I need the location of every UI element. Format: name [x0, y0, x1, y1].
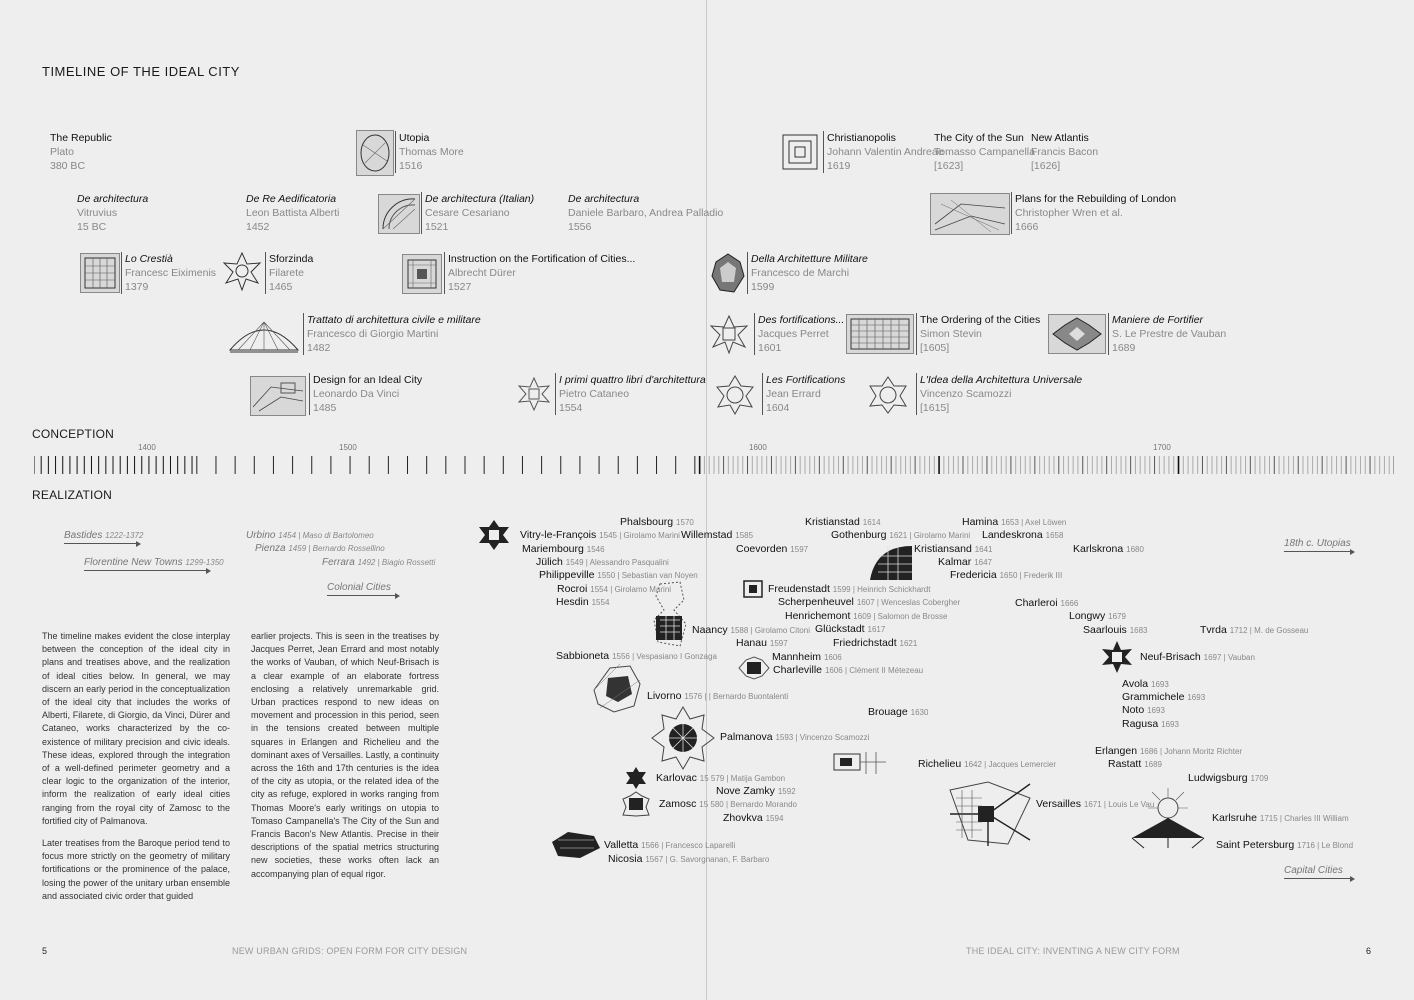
- city-label: Kalmar 1647: [938, 556, 992, 568]
- conception-item: De architectura Daniele Barbaro, Andrea Palladio 1556: [568, 193, 724, 233]
- period-arrow-label: Colonial Cities: [327, 582, 397, 596]
- city-label: Hesdin 1554: [556, 596, 610, 608]
- city-plan-icon: [624, 766, 648, 790]
- conception-item: I primi quattro libri d'architettura Pietro Cataneo 1554: [555, 373, 706, 415]
- city-label: Rastatt 1689: [1108, 758, 1162, 770]
- city-label: Saarlouis 1683: [1083, 624, 1148, 636]
- city-label: Naancy 1588 | Girolamo Citoni: [692, 624, 810, 636]
- city-label: Grammichele 1693: [1122, 691, 1206, 703]
- city-label: Sabbioneta 1556 | Vespasiano I Gonzaga: [556, 650, 717, 662]
- city-label: Gothenburg 1621 | Girolamo Marini: [831, 529, 971, 541]
- running-footer-right: THE IDEAL CITY: INVENTING A NEW CITY FORM: [966, 946, 1180, 956]
- city-label: Friedrichstadt 1621: [833, 637, 918, 649]
- star-plan-icon: [708, 314, 750, 354]
- conception-item: Lo Crestià Francesc Eiximenis 1379: [121, 252, 216, 294]
- conception-item: New Atlantis Francis Bacon [1626]: [1031, 132, 1099, 172]
- conception-item: Plans for the Rebuilding of London Christopher Wren et al. 1666: [1011, 192, 1176, 234]
- city-label: Tvrda 1712 | M. de Gosseau: [1200, 624, 1309, 636]
- city-plan-icon: [948, 778, 1032, 848]
- city-plan-icon: [550, 828, 602, 862]
- body-text-column: earlier projects. This is seen in the treatises by Jacques Perret, Jean Errard and most notably the works of Vauban, of which Neuf-Brisach is a clear example of an elaborate fortress enclosing a relatively unremarkable grid. Urban practices respond to new ideas on movement and procession in this period, seen in the tensions created between multiple squares in Erlangen and Richelieu and the dominant axes of Versailles. Lastly, a continuity across the 16th and 17th centuries is the idea of the city as utopia, or the related idea of the city as refuge, explored in works ranging from Thomas Moore's early writings on utopia to Tomaso Campanella's The City of the Sun and Francis Bacon's New Atlantis. Precise in their descriptions of the spatial metrics structuring new societies, these works often lack an accompanying plan of equal rigor.: [251, 631, 439, 879]
- city-label: Versailles 1671 | Louis Le Vau: [1036, 798, 1155, 810]
- city-label: Freudenstadt 1599 | Heinrich Schickhardt: [768, 583, 931, 595]
- city-plan-icon: [650, 705, 716, 771]
- city-label: Landeskrona 1658: [982, 529, 1064, 541]
- square-plan-icon: [780, 132, 820, 172]
- star-plan-icon: [222, 251, 262, 291]
- city-plan-icon: [622, 791, 650, 817]
- city-label: Erlangen 1686 | Johann Moritz Richter: [1095, 745, 1243, 757]
- period-arrow-label: 18th c. Utopias: [1284, 538, 1352, 552]
- conception-item: Instruction on the Fortification of Cities... Albrecht Dürer 1527: [444, 252, 635, 294]
- city-plan-icon: [478, 519, 510, 551]
- conception-item: Della Architetture Militare Francesco de Marchi 1599: [747, 252, 868, 294]
- conception-item: Utopia Thomas More 1516: [395, 131, 464, 173]
- city-label: Rocroi 1554 | Girolamo Marini: [557, 583, 672, 595]
- timeline-tick-label: 1400: [138, 443, 156, 452]
- city-label: Mariembourg 1546: [522, 543, 605, 555]
- city-plan-icon: [832, 748, 888, 774]
- city-label: Valletta 1566 | Francesco Laparelli: [604, 839, 736, 851]
- city-label: Charleroi 1666: [1015, 597, 1079, 609]
- star-plan-icon: [866, 375, 910, 415]
- city-label: Kristiansand 1641: [914, 543, 993, 555]
- period-arrow-label: Florentine New Towns 1299-1350: [84, 557, 208, 571]
- city-label: Longwy 1679: [1069, 610, 1126, 622]
- plan-thumbnail: [402, 254, 442, 294]
- conception-item: The Republic Plato 380 BC: [50, 132, 112, 172]
- city-label: Ludwigsburg 1709: [1188, 772, 1269, 784]
- city-label: Fredericia 1650 | Frederik III: [950, 569, 1063, 581]
- plan-thumbnail: [1048, 314, 1106, 354]
- city-label: Ragusa 1693: [1122, 718, 1179, 730]
- timeline-tick-label: 1700: [1153, 443, 1171, 452]
- city-label: Kristianstad 1614: [805, 516, 881, 528]
- city-label: Hanau 1597: [736, 637, 788, 649]
- city-label: Zhovkva 1594: [723, 812, 784, 824]
- city-label: Henrichemont 1609 | Salomon de Brosse: [785, 610, 948, 622]
- city-label: Richelieu 1642 | Jacques Lemercier: [918, 758, 1057, 770]
- conception-item: Sforzinda Filarete 1465: [265, 252, 313, 294]
- city-plan-icon: [1100, 640, 1134, 674]
- conception-item: Maniere de Fortifier S. Le Prestre de Vauban 1689: [1108, 313, 1226, 355]
- running-footer-left: NEW URBAN GRIDS: OPEN FORM FOR CITY DESIGN: [232, 946, 468, 956]
- city-plan-icon: [743, 580, 763, 598]
- period-arrow-label: Capital Cities: [1284, 865, 1352, 879]
- city-label: Livorno 1576 | | Bernardo Buontalenti: [647, 690, 789, 702]
- city-plan-icon: [590, 660, 644, 716]
- conception-item: Des fortifications... Jacques Perret 1601: [754, 313, 844, 355]
- page-title: TIMELINE OF THE IDEAL CITY: [42, 64, 240, 79]
- star-plan-icon: [517, 377, 551, 411]
- realization-heading: REALIZATION: [32, 488, 112, 502]
- city-label: Avola 1693: [1122, 678, 1169, 690]
- city-label: Karlovac 15 579 | Matija Gambon: [656, 772, 786, 784]
- city-label: Urbino 1454 | Maso di Bartolomeo: [246, 530, 374, 541]
- conception-item: De architectura (Italian) Cesare Cesariano 1521: [421, 192, 534, 234]
- city-label: Willemstad 1585: [681, 529, 754, 541]
- city-label: Palmanova 1593 | Vincenzo Scamozzi: [720, 731, 870, 743]
- city-label: Phalsbourg 1570: [620, 516, 694, 528]
- city-label: Vitry-le-François 1545 | Girolamo Marini: [520, 529, 680, 541]
- city-label: Hamina 1653 | Axel Löwen: [962, 516, 1067, 528]
- conception-item: L'Idea della Architettura Universale Vincenzo Scamozzi [1615]: [916, 373, 1082, 415]
- star-plan-icon: [714, 374, 756, 416]
- city-label: Nove Zamky 1592: [716, 785, 796, 797]
- city-label: Neuf-Brisach 1697 | Vauban: [1140, 651, 1255, 663]
- body-text-column: The timeline makes evident the close interplay between the conception of the ideal city in plans and treatises above, and the realization of ideal cities below. In general, we may discern an early period in the conceptualization of the ideal city that includes the works of Alberti, Filarete, di Giorgio, da Vinci, Dürer and Cataneo, works characterized by the co-existence of military precision and civic ideals. These ideas, explored through the integration of a well-defined perimeter geometry and a clear logic to the organization of the interior, inform the realization of early ideal cities ranging from the royal city of Zamosc to the fortified city of Palmanova. Later treatises from the Baroque period tend to focus more strictly on the geometry of military fortifications or the prominence of the palace, losing the power of the unitary urban ensemble and associated civic order that guided: [42, 631, 230, 901]
- city-label: Karlsruhe 1715 | Charles III William: [1212, 812, 1349, 824]
- plan-thumbnail: [930, 193, 1010, 235]
- conception-item: De architectura Vitruvius 15 BC: [77, 193, 149, 233]
- city-label: Charleville 1606 | Clément II Métezeau: [773, 664, 924, 676]
- conception-item: Trattato di architettura civile e militare Francesco di Giorgio Martini 1482: [303, 313, 481, 355]
- conception-item: De Re Aedificatoria Leon Battista Alberti 1452: [246, 193, 340, 233]
- timeline-tick-label: 1600: [749, 443, 767, 452]
- city-label: Nicosia 1567 | G. Savorgnanan, F. Barbaro: [608, 853, 770, 865]
- city-label: Mannheim 1606: [772, 651, 842, 663]
- city-label: Glückstadt 1617: [815, 623, 886, 635]
- city-label: Scherpenheuvel 1607 | Wenceslas Cobergher: [778, 596, 961, 608]
- city-label: Coevorden 1597: [736, 543, 809, 555]
- city-label: Brouage 1630: [868, 706, 929, 718]
- conception-item: Christianopolis Johann Valentin Andreae 1619: [823, 131, 944, 173]
- city-plan-icon: [738, 656, 770, 680]
- dome-plan-icon: [228, 316, 300, 356]
- conception-heading: CONCEPTION: [32, 427, 115, 441]
- city-label: Noto 1693: [1122, 704, 1165, 716]
- plan-thumbnail: [356, 130, 394, 176]
- city-label: Pienza 1459 | Bernardo Rossellino: [255, 543, 385, 554]
- period-arrow-label: Bastides 1222-1372: [64, 530, 138, 544]
- conception-item: Design for an Ideal City Leonardo Da Vinci 1485: [309, 373, 422, 415]
- plan-thumbnail: [250, 376, 306, 416]
- page-number-right: 6: [1366, 946, 1372, 956]
- city-label: Philippeville 1550 | Sebastian van Noyen: [539, 569, 698, 581]
- plan-thumbnail: [378, 194, 420, 234]
- fortress-plan-icon: [710, 252, 746, 294]
- plan-thumbnail: [80, 253, 120, 293]
- city-plan-icon: [868, 542, 914, 582]
- city-plan-icon: [1128, 786, 1208, 850]
- city-label: Ferrara 1492 | Biagio Rossetti: [322, 557, 436, 568]
- city-label: Jülich 1549 | Alessandro Pasqualini: [536, 556, 669, 568]
- conception-item: Les Fortifications Jean Errard 1604: [762, 373, 845, 415]
- conception-item: The Ordering of the Cities Simon Stevin [1605]: [916, 313, 1040, 355]
- city-label: Zamosc 15 580 | Bernardo Morando: [659, 798, 797, 810]
- page-number-left: 5: [42, 946, 48, 956]
- timeline-bar: [34, 456, 1394, 474]
- plan-thumbnail: [846, 314, 914, 354]
- conception-item: The City of the Sun Tomasso Campanella [1623]: [934, 132, 1035, 172]
- city-label: Saint Petersburg 1716 | Le Blond: [1216, 839, 1354, 851]
- timeline-tick-label: 1500: [339, 443, 357, 452]
- city-label: Karlskrona 1680: [1073, 543, 1144, 555]
